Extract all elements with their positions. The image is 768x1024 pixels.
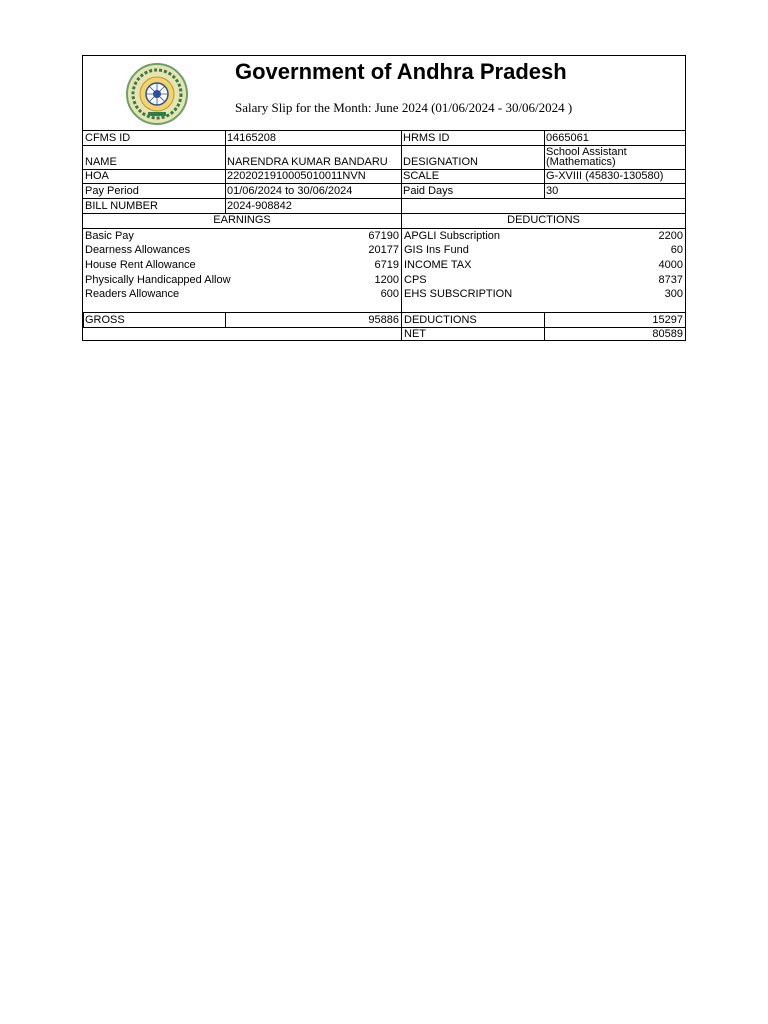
paid-days-value: 30 — [546, 185, 559, 197]
salary-slip — [82, 55, 686, 341]
hrms-id-value: 0665061 — [546, 132, 589, 144]
earning-label: Dearness Allowances — [85, 244, 191, 256]
deductions-heading: DEDUCTIONS — [507, 214, 580, 226]
deduction-label: CPS — [404, 274, 427, 286]
scale-label: SCALE — [403, 170, 440, 182]
designation-label: DESIGNATION — [403, 156, 478, 168]
deduction-label: APGLI Subscription — [404, 230, 500, 242]
net-label: NET — [404, 328, 426, 340]
pay-period-value: 01/06/2024 to 30/06/2024 — [227, 185, 353, 197]
name-value: NARENDRA KUMAR BANDARU — [227, 156, 388, 168]
paid-days-label: Paid Days — [403, 185, 454, 197]
designation-value: School Assistant — [546, 146, 627, 158]
earning-amount: 67190 — [368, 230, 399, 242]
hoa-label: HOA — [85, 170, 109, 182]
cfms-id-value: 14165208 — [227, 132, 276, 144]
earning-label: Basic Pay — [85, 230, 134, 242]
deduction-label: EHS SUBSCRIPTION — [404, 288, 513, 300]
gross-label: GROSS — [85, 314, 125, 326]
gross-value: 95886 — [368, 314, 399, 326]
name-label: NAME — [85, 156, 117, 168]
cfms-id-label: CFMS ID — [85, 132, 131, 144]
earning-label: Readers Allowance — [85, 288, 180, 300]
earning-label: Physically Handicapped Allow — [85, 274, 231, 286]
slip-header — [83, 56, 685, 131]
pay-period-label: Pay Period — [85, 185, 139, 197]
earning-amount: 1200 — [374, 274, 399, 286]
earning-amount: 6719 — [374, 259, 399, 271]
designation-value-2: (Mathematics) — [546, 156, 616, 168]
deduction-label: GIS Ins Fund — [404, 244, 469, 256]
deduction-amount: 2200 — [658, 230, 683, 242]
hoa-value: 2202021910005010011NVN — [227, 170, 366, 182]
deduction-amount: 300 — [664, 288, 683, 300]
ap-emblem-icon — [126, 63, 188, 125]
deduction-label: INCOME TAX — [404, 259, 472, 271]
bill-number-label: BILL NUMBER — [85, 200, 158, 212]
earning-amount: 600 — [380, 288, 399, 300]
deduction-amount: 8737 — [658, 274, 683, 286]
scale-value: G-XVIII (45830-130580) — [546, 170, 664, 182]
total-deductions-label: DEDUCTIONS — [404, 314, 477, 326]
page-title: Government of Andhra Pradesh — [235, 59, 567, 84]
slip-subtitle: Salary Slip for the Month: June 2024 (01/06/2024 - 30/06/2024 ) — [235, 100, 573, 115]
earning-label: House Rent Allowance — [85, 259, 196, 271]
deduction-amount: 60 — [670, 244, 683, 256]
deduction-amount: 4000 — [658, 259, 683, 271]
net-value: 80589 — [652, 328, 683, 340]
earnings-heading: EARNINGS — [213, 214, 271, 226]
earning-amount: 20177 — [368, 244, 399, 256]
bill-number-value: 2024-908842 — [227, 200, 292, 212]
total-deductions-value: 15297 — [652, 314, 683, 326]
hrms-id-label: HRMS ID — [403, 132, 450, 144]
